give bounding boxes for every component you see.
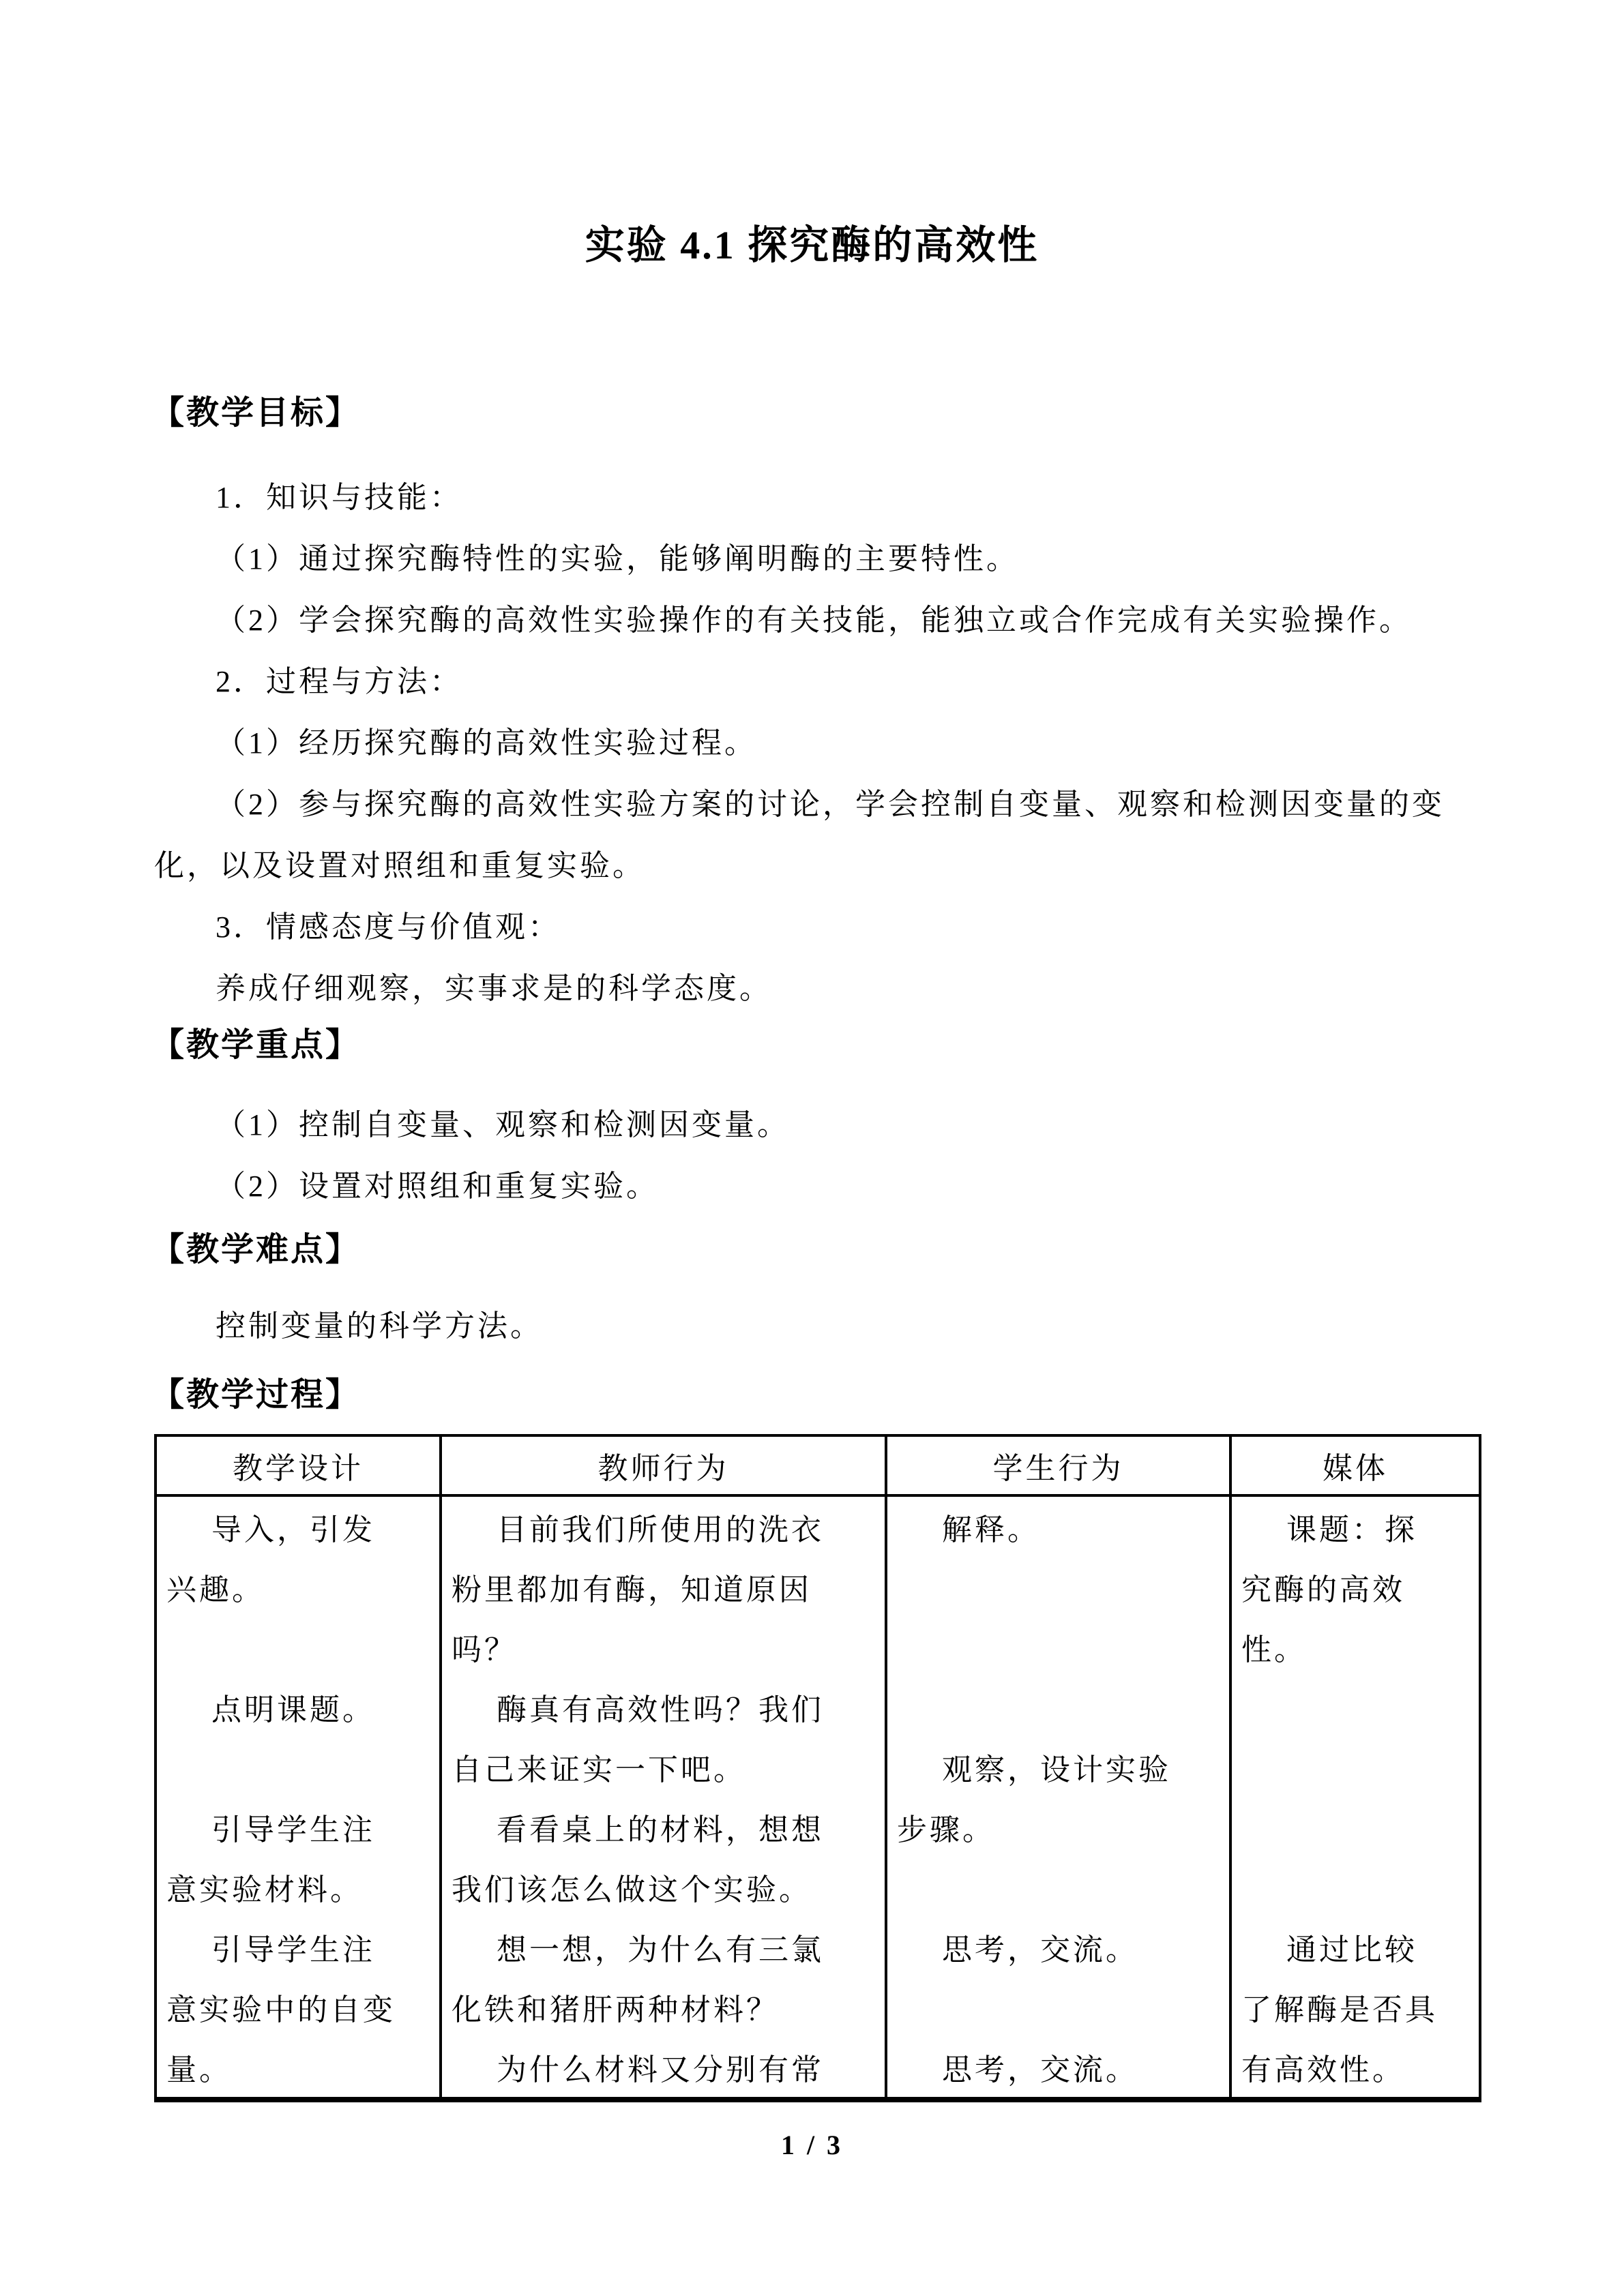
body-line: 养成仔细观察，实事求是的科学态度。 <box>216 972 772 1005</box>
table-cell-line: 自己来证实一下吧。 <box>452 1753 746 1787</box>
objectives-section <box>154 464 1484 1016</box>
table-cell-line: 引导学生注 <box>211 1933 375 1967</box>
section-heading-difficulty: 【教学难点】 <box>151 1232 361 1268</box>
key-points-section <box>154 1091 1484 1214</box>
table-cell-line <box>897 1677 1220 1737</box>
table-cell-line: 化铁和猪肝两种材料？ <box>452 1993 779 2027</box>
body-line: 1．知识与技能： <box>216 481 462 514</box>
table-cell-student <box>887 1497 1232 2097</box>
body-line: 控制变量的科学方法。 <box>216 1309 543 1343</box>
table-header-cell: 教师行为 <box>442 1437 887 1494</box>
table-cell-line: 看看桌上的材料，想想 <box>497 1813 824 1847</box>
table-cell-line <box>166 1737 430 1797</box>
table-cell-line <box>897 1857 1220 1917</box>
body-line: （2）设置对照组和重复实验。 <box>216 1169 659 1203</box>
table-cell-line <box>1241 1677 1469 1737</box>
table-cell-line: 步骤。 <box>897 1813 995 1847</box>
table-cell-line: 引导学生注 <box>211 1813 375 1847</box>
table-cell-line: 究酶的高效 <box>1241 1573 1405 1607</box>
body-line: （1）经历探究酶的高效性实验过程。 <box>216 726 757 760</box>
difficulty-section <box>154 1292 1484 1354</box>
table-cell-line <box>1241 1737 1469 1797</box>
table-cell-media <box>1232 1497 1479 2097</box>
table-cell-line: 思考，交流。 <box>942 1933 1138 1967</box>
teaching-process-table <box>154 1434 1481 2102</box>
body-line: （1）通过探究酶特性的实验，能够阐明酶的主要特性。 <box>216 542 1019 576</box>
table-cell-line: 点明课题。 <box>211 1693 375 1727</box>
body-line: 化，以及设置对照组和重复实验。 <box>154 849 645 882</box>
table-cell-line: 课题：探 <box>1286 1513 1417 1547</box>
table-cell-line: 为什么材料又分别有常 <box>497 2053 824 2087</box>
body-line: 3．情感态度与价值观： <box>216 910 561 944</box>
table-cell-line: 我们该怎么做这个实验。 <box>452 1873 812 1907</box>
table-body-row <box>157 1497 1479 2097</box>
table-cell-line: 性。 <box>1241 1633 1307 1667</box>
table-header-cell: 学生行为 <box>887 1437 1232 1494</box>
table-cell-line: 目前我们所使用的洗衣 <box>497 1513 824 1547</box>
section-heading-process: 【教学过程】 <box>151 1377 361 1413</box>
table-cell-line: 意实验材料。 <box>166 1873 363 1907</box>
table-cell-line <box>166 1617 430 1677</box>
table-cell-line: 思考，交流。 <box>942 2053 1138 2087</box>
table-cell-line: 量。 <box>166 2053 232 2087</box>
page-number: 1 / 3 <box>780 2130 844 2160</box>
table-cell-line: 吗？ <box>452 1633 517 1667</box>
table-cell-line: 有高效性。 <box>1241 2053 1405 2087</box>
table-cell-line: 意实验中的自变 <box>166 1993 396 2027</box>
table-cell-line: 导入，引发 <box>211 1513 375 1547</box>
table-cell-line <box>1241 1857 1469 1917</box>
table-header-row <box>157 1437 1479 1497</box>
table-cell-line: 观察，设计实验 <box>942 1753 1171 1787</box>
body-line: 2．过程与方法： <box>216 665 462 698</box>
table-cell-line: 粉里都加有酶，知道原因 <box>452 1573 812 1607</box>
table-cell-line <box>897 1617 1220 1677</box>
page-title: 实验 4.1 探究酶的高效性 <box>585 223 1039 267</box>
table-header-cell: 教学设计 <box>157 1437 442 1494</box>
table-cell-line: 兴趣。 <box>166 1573 265 1607</box>
table-cell-design <box>157 1497 442 2097</box>
table-cell-line <box>897 1977 1220 2037</box>
section-heading-key-points: 【教学重点】 <box>151 1027 361 1063</box>
section-heading-objectives: 【教学目标】 <box>151 395 361 431</box>
table-cell-line: 解释。 <box>942 1513 1040 1547</box>
table-header-cell: 媒体 <box>1323 1452 1388 1485</box>
table-cell-line <box>897 1557 1220 1617</box>
body-line: （2）学会探究酶的高效性实验操作的有关技能，能独立或合作完成有关实验操作。 <box>216 603 1412 637</box>
table-cell-teacher <box>442 1497 887 2097</box>
body-line: （1）控制自变量、观察和检测因变量。 <box>216 1108 790 1142</box>
table-cell-line <box>1241 1797 1469 1857</box>
table-cell-line: 酶真有高效性吗？我们 <box>497 1693 824 1727</box>
table-cell-line: 通过比较 <box>1286 1933 1417 1967</box>
table-cell-line: 了解酶是否具 <box>1241 1993 1438 2027</box>
body-line: （2）参与探究酶的高效性实验方案的讨论，学会控制自变量、观察和检测因变量的变 <box>216 788 1445 821</box>
table-cell-line: 想一想，为什么有三氯 <box>497 1933 824 1967</box>
